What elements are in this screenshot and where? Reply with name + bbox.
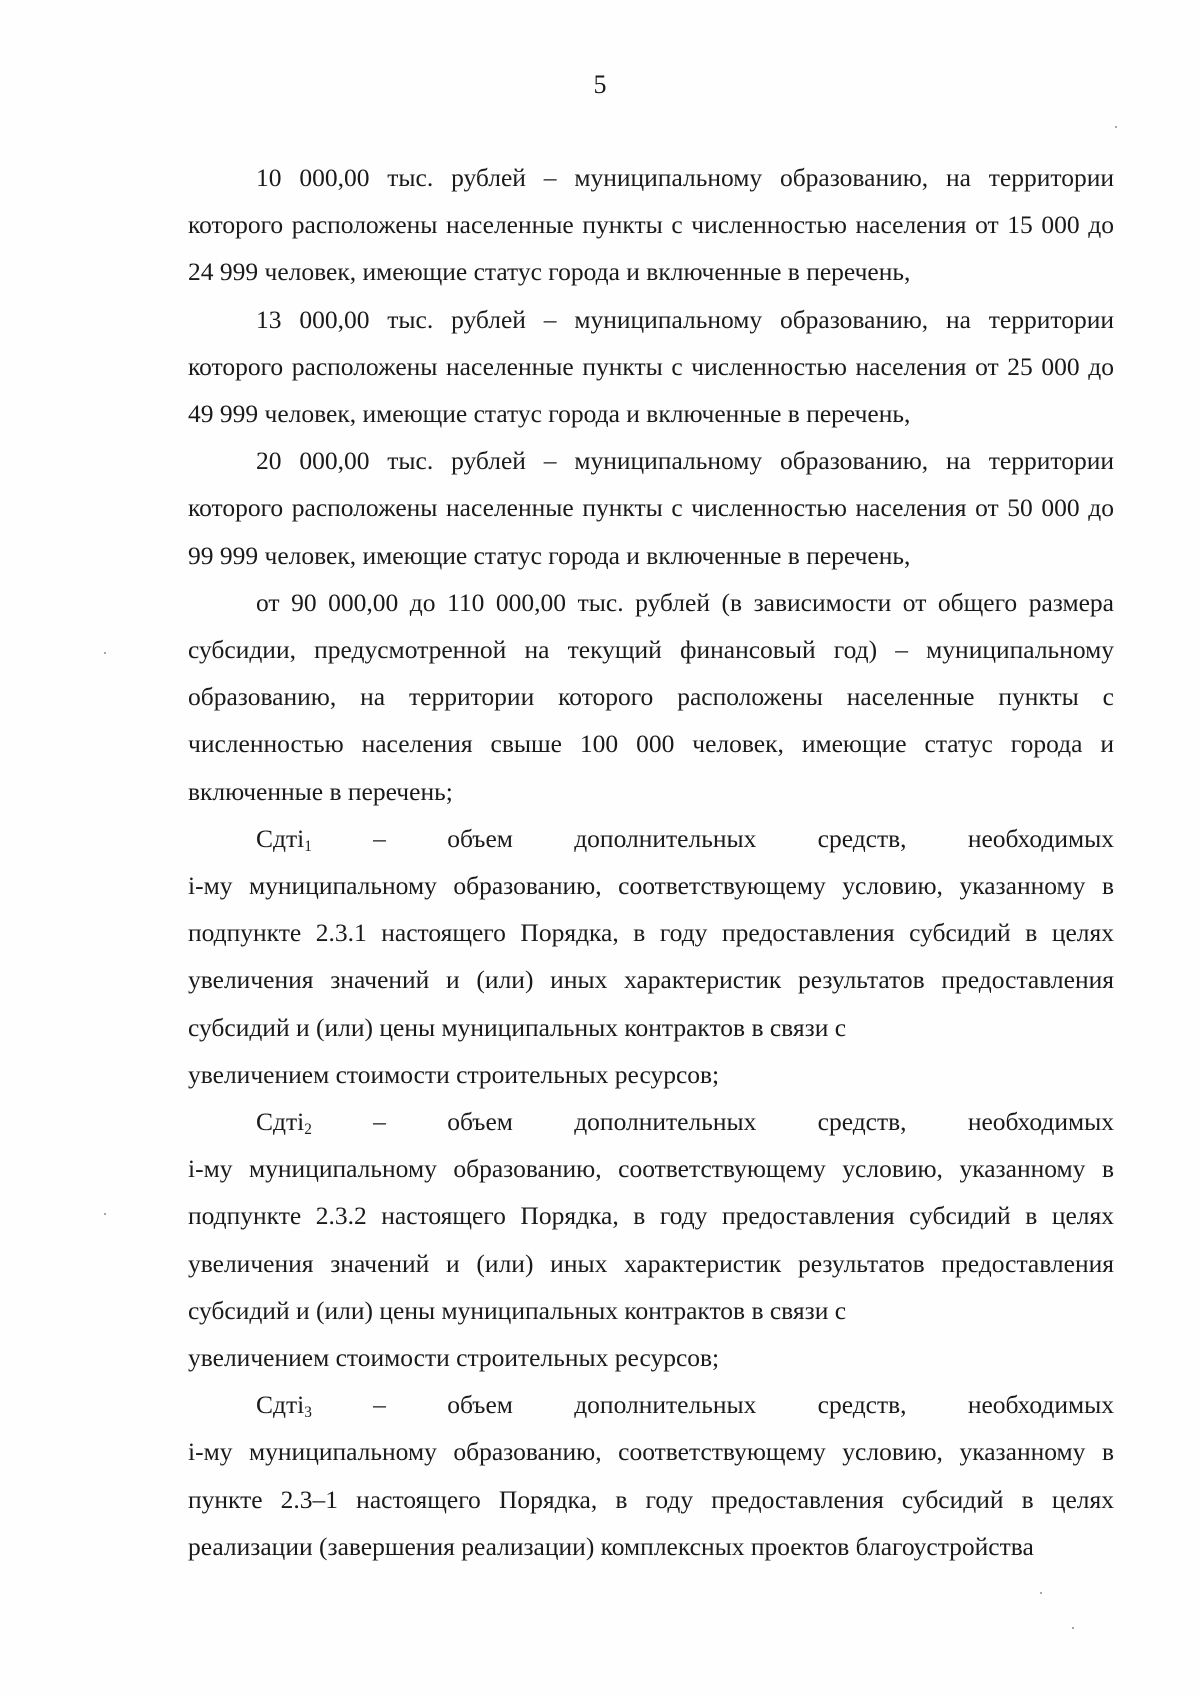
definition-word: объем	[447, 1107, 513, 1137]
definition-head	[188, 815, 1114, 862]
definition-word: дополнительных	[574, 1107, 757, 1137]
definition-last-line: увеличением стоимости строительных ресурсов;	[188, 1059, 720, 1089]
definition-word: необходимых	[967, 823, 1114, 853]
formula-symbol: Сдті$_2$	[256, 1107, 312, 1138]
formula-symbol: Сдті$_3$	[256, 1390, 312, 1422]
scan-speck	[1040, 1592, 1042, 1594]
definition-word: объем	[447, 823, 513, 853]
definition-word: средств,	[817, 1107, 907, 1137]
paragraph-13000: 13 000,00 тыс. рублей – муниципальному образованию, на территории которого расположены населенные пункты с численностью населения от 25 000 до 49 999 человек, имеющие статус города и включенные в перечень,	[188, 304, 1114, 429]
definition-body: і-му муниципальному образованию, соответствующему условию, указанному в пункте 2.3–1 настоящего Порядка, в году предоставления субсидий в целях реализации (завершения реализации) комплексных проектов благоустройства	[188, 1437, 1114, 1561]
paragraph-10000: 10 000,00 тыс. рублей – муниципальному образованию, на территории которого расположены населенные пункты с численностью населения от 15 000 до 24 999 человек, имеющие статус города и включенные в перечень,	[188, 163, 1114, 287]
scan-speck	[1115, 126, 1117, 128]
paragraph-90000-110000: от 90 000,00 до 110 000,00 тыс. рублей (в зависимости от общего размера субсидии, предусмотренной на текущий финансовый год) – муниципальному образованию, на территории которого расположены населенные пункты с численностью населения свыше 100 000 человек, имеющие статус города и включенные в перечень;	[188, 587, 1114, 806]
document-body	[188, 154, 1114, 1570]
definition-dash: –	[373, 1390, 386, 1420]
definition-dash: –	[373, 1107, 386, 1137]
formula-symbol: Сдті$_1$	[256, 823, 312, 855]
paragraph-20000: 20 000,00 тыс. рублей – муниципальному образованию, на территории которого расположены населенные пункты с численностью населения от 50 000 до 99 999 человек, имеющие статус города и включенные в перечень,	[188, 446, 1114, 570]
definition-word: необходимых	[967, 1107, 1114, 1137]
definition-last-line: увеличением стоимости строительных ресурсов;	[188, 1343, 720, 1373]
scan-speck	[1072, 1627, 1074, 1629]
definition-body: і-му муниципальному образованию, соответствующему условию, указанному в подпункте 2.3.2 настоящего Порядка, в году предоставления субсидий в целях увеличения значений и (или) иных характеристик результатов предоставления субсидий и (или) цены муниципальных контрактов в связи с	[188, 1154, 1114, 1325]
definition-sdti2	[188, 1098, 1114, 1381]
definition-dash: –	[373, 823, 386, 853]
definition-word: объем	[447, 1390, 513, 1420]
page-number: 5	[593, 70, 607, 99]
definition-sdti3	[188, 1381, 1114, 1570]
definition-head	[188, 1381, 1114, 1428]
definition-word: дополнительных	[574, 1390, 757, 1420]
scan-speck	[104, 652, 106, 654]
definition-word: дополнительных	[574, 823, 757, 853]
definition-body: і-му муниципальному образованию, соответствующему условию, указанному в подпункте 2.3.1 настоящего Порядка, в году предоставления субсидий в целях увеличения значений и (или) иных характеристик результатов предоставления субсидий и (или) цены муниципальных контрактов в связи с	[188, 871, 1114, 1042]
definition-word: средств,	[817, 1390, 907, 1420]
scan-speck	[104, 1213, 106, 1215]
definition-word: необходимых	[967, 1390, 1114, 1420]
definition-sdti1	[188, 815, 1114, 1098]
definition-head	[188, 1098, 1114, 1145]
definition-word: средств,	[817, 823, 907, 853]
